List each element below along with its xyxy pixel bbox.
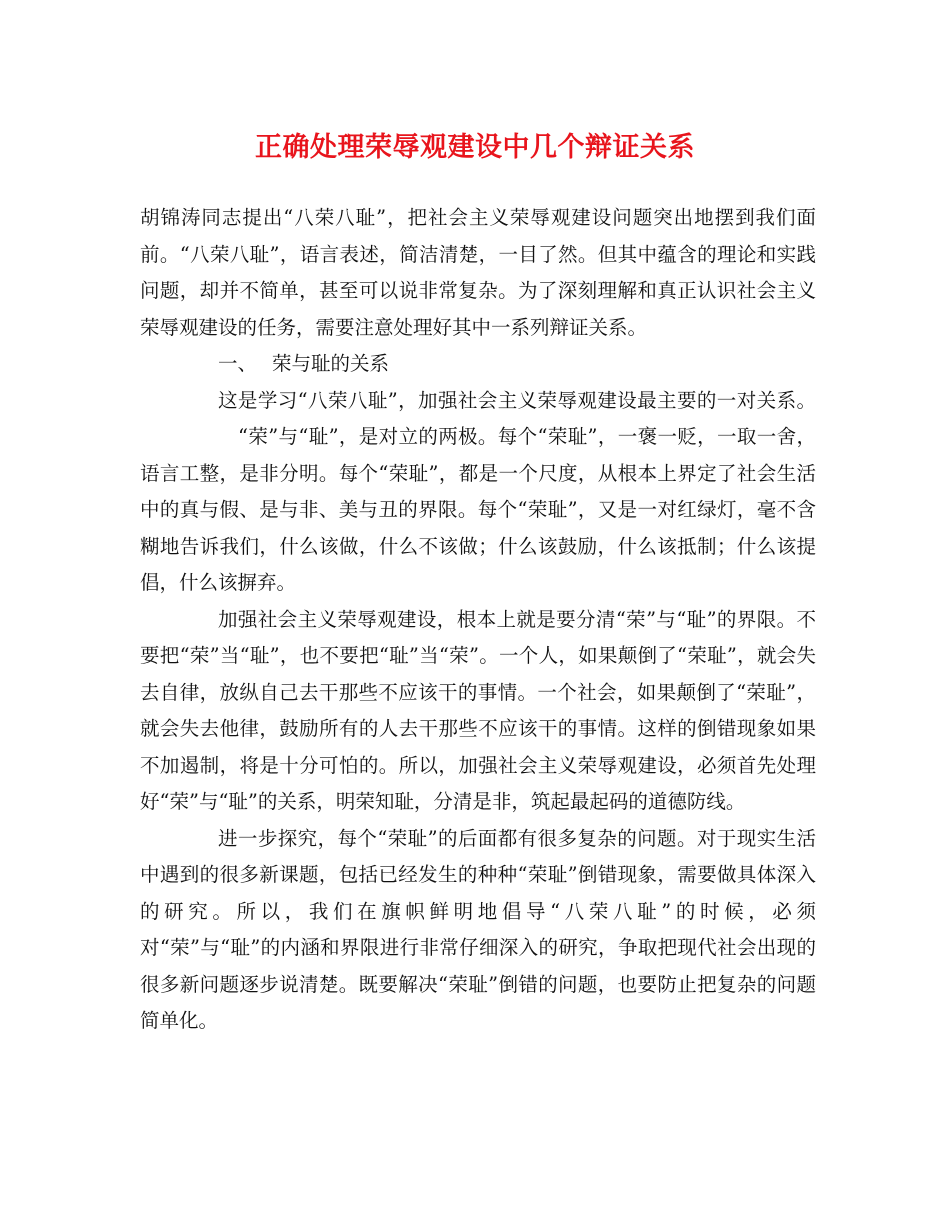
- section-heading-text: 荣与耻的关系: [272, 352, 390, 375]
- section-paragraph-1: [140, 383, 816, 602]
- section-number: 一、: [218, 352, 258, 375]
- document-body: [140, 200, 816, 1040]
- section-paragraph-3: 进一步探究，每个“荣耻”的后面都有很多复杂的问题。对于现实生活中遇到的很多新课题，包括已经发生的种种“荣耻”倒错现象，需要做具体深入的研究。所以，我们在旗帜鲜明地倡导“八荣八耻”的时候，必须对“荣”与“耻”的内涵和界限进行非常仔细深入的研究，争取把现代社会出现的很多新问题逐步说清楚。既要解决“荣耻”倒错的问题，也要防止把复杂的问题简单化。: [140, 826, 816, 1032]
- document-title: 正确处理荣辱观建设中几个辩证关系: [255, 132, 695, 163]
- section-paragraph-1-part-2: “荣”与“耻”，是对立的两极。每个“荣耻”，一褒一贬，一取一舍，语言工整，是非分明。每个“荣耻”，都是一个尺度，从根本上界定了社会生活中的真与假、是与非、美与丑的界限。每个“荣耻”，又是一对红绿灯，毫不含糊地告诉我们，什么该做，什么不该做；什么该鼓励，什么该抵制；什么该提倡，什么该摒弃。: [140, 425, 816, 594]
- section-paragraph-2: 加强社会主义荣辱观建设，根本上就是要分清“荣”与“耻”的界限。不要把“荣”当“耻”，也不要把“耻”当“荣”。一个人，如果颠倒了“荣耻”，就会失去自律，放纵自己去干那些不应该干的事情。一个社会，如果颠倒了“荣耻”，就会失去他律，鼓励所有的人去干那些不应该干的事情。这样的倒错现象如果不加遏制，将是十分可怕的。所以，加强社会主义荣辱观建设，必须首先处理好“荣”与“耻”的关系，明荣知耻，分清是非，筑起最起码的道德防线。: [140, 607, 816, 813]
- section-heading: [140, 346, 816, 383]
- section-paragraph-1-part-1: 这是学习“八荣八耻”，加强社会主义荣辱观建设最主要的一对关系。: [218, 388, 816, 412]
- intro-paragraph: 胡锦涛同志提出“八荣八耻”，把社会主义荣辱观建设问题突出地摆到我们面前。“八荣八耻”，语言表述，简洁清楚，一目了然。但其中蕴含的理论和实践问题，却并不简单，甚至可以说非常复杂。为了深刻理解和真正认识社会主义荣辱观建设的任务，需要注意处理好其中一系列辩证关系。: [140, 206, 816, 339]
